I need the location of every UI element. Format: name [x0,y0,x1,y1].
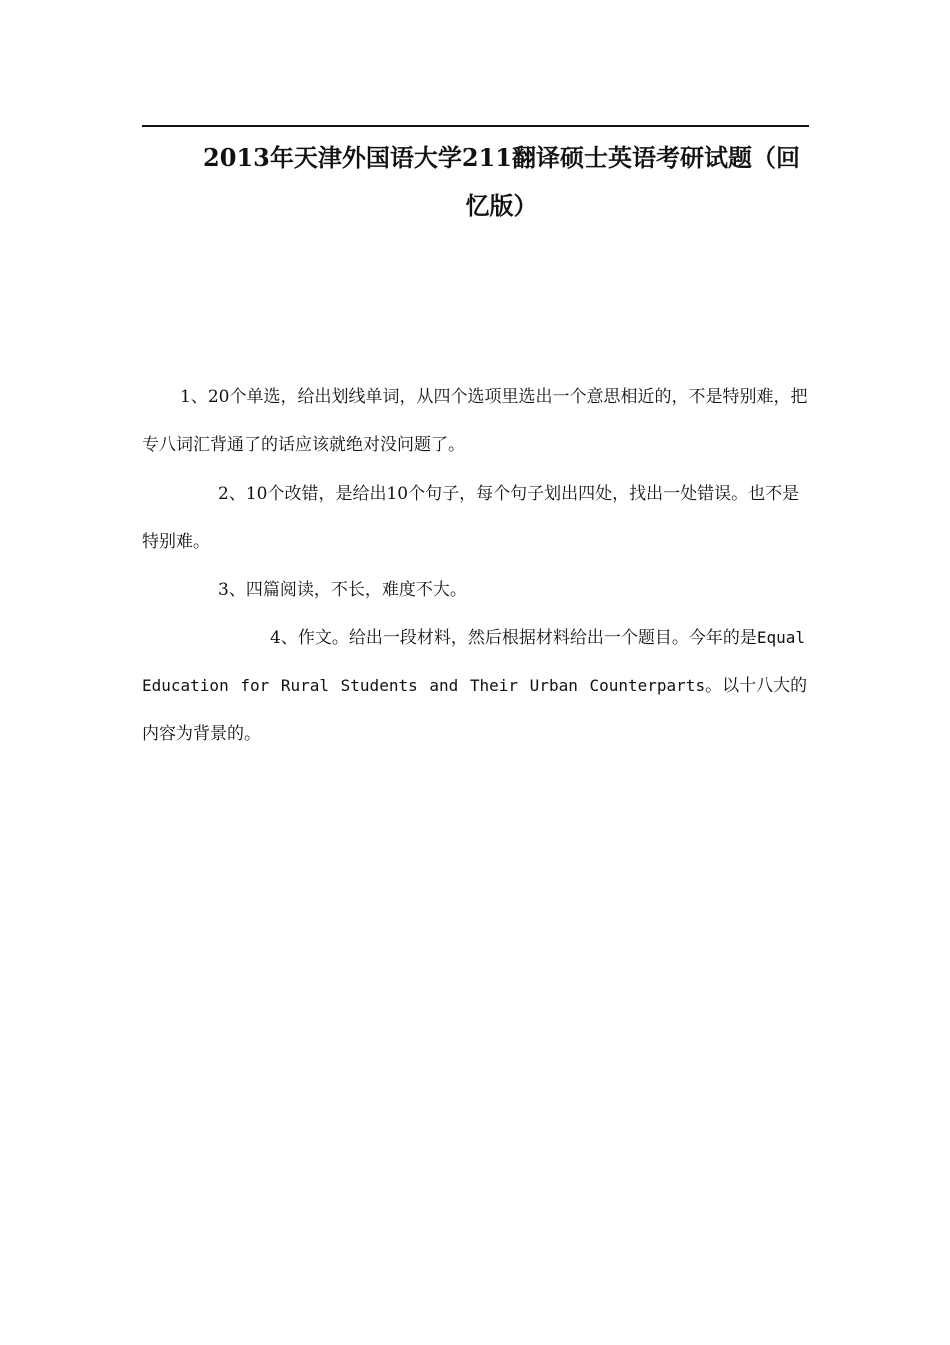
paragraph-4 [142,614,809,758]
paragraph-3: 3、四篇阅读，不长，难度不大。 [218,580,467,600]
essay-topic-english: Equal Education for Rural Students and Their Urban Counterparts [142,628,805,695]
document-title [142,134,809,230]
title-line-1: 2013年天津外国语大学211翻译硕士英语考研试题（回 [203,143,800,172]
paragraph-4-prefix: 4、作文。给出一段材料，然后根据材料给出一个题目。今年的是 [270,628,757,648]
title-line-2: 忆版） [465,191,538,220]
paragraph-1: 1、20个单选，给出划线单词，从四个选项里选出一个意思相近的，不是特别难，把专八词汇背通了的话应该就绝对没问题了。 [142,387,808,455]
paragraph-4-suffix: 。以十八大的内容为背景的。 [142,676,808,744]
header-rule [142,125,809,127]
paragraph-2: 2、10个改错，是给出10个句子，每个句子划出四处，找出一处错误。也不是特别难。 [142,484,800,552]
